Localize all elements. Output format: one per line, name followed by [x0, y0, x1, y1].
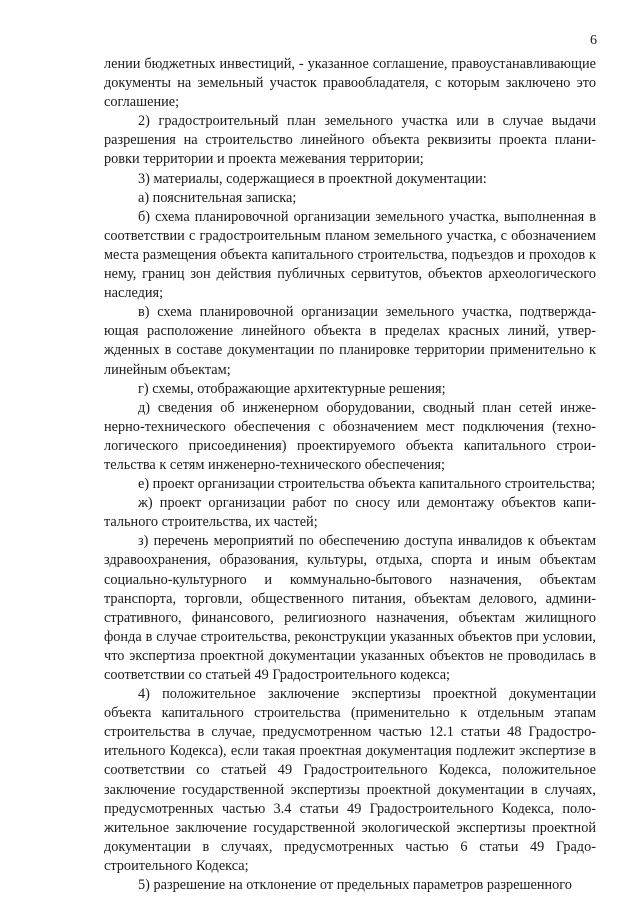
paragraph-subitem-e: е) проект организации строительства объекта капитального строительства; — [138, 476, 596, 493]
paragraph-item-5: 5) разрешение на отклонение от предельных параметров разрешенного — [138, 877, 572, 894]
paragraph-subitem-z: з) перечень мероприятий по обеспечению доступа инвалидов к объектам здравоохранения, образования, культуры, отдыха, спорта и иным объектам социально-культурного и коммунально-бытового назначения, объектам транспорта, торговли, общественного питания, объектам делового, административного, финансового, религиозного назначения, объектам жилищного фонда в случае строительства, реконструкции указанных объектов при условии, что экспертиза проектной документации указанных объектов не проводилась в соответствии со статьей 49 Градостроительного кодекса; — [104, 533, 596, 683]
paragraph-subitem-d: д) сведения об инженерном оборудовании, сводный план сетей инженерно-технического обеспечения с обозначением мест подключения (технологического присоединения) проектируемого объекта капитального строительства к сетям инженерно-технического обеспечения; — [104, 399, 596, 473]
paragraph-subitem-g: г) схемы, отображающие архитектурные решения; — [138, 380, 446, 397]
paragraph-subitem-v: в) схема планировочной организации земельного участка, подтверждающая расположение линейного объекта в пределах красных линий, утвержденных в составе документации по планировке территории применительно к линейным объектам; — [104, 304, 596, 378]
paragraph-continuation: лении бюджетных инвестиций, - указанное соглашение, правоустанавливающие документы на земельный участок правообладателя, с которым заключено это соглашение; — [104, 56, 596, 111]
paragraph-item-2: 2) градостроительный план земельного участка или в случае выдачи разрешения на строительство линейного объекта реквизиты проекта планировки территории и проекта межевания территории; — [104, 113, 596, 168]
paragraph-subitem-zh: ж) проект организации работ по сносу или демонтажу объектов капитального строительства, их частей; — [104, 495, 596, 531]
document-body — [104, 55, 596, 895]
paragraph-subitem-a: а) пояснительная записка; — [138, 189, 297, 206]
page-number: 6 — [590, 33, 597, 48]
paragraph-item-4: 4) положительное заключение экспертизы проектной документации объекта капитального строительства (применительно к отдельным этапам строительства в случае, предусмотренном частью 12.1 статьи 48 Градостроительного Кодекса), если такая проектная документация подлежит экспертизе в соответствии со статьей 49 Градостроительного Кодекса, положительное заключение государственной экспертизы проектной документации в случаях, предусмотренных частью 3.4 статьи 49 Градостроительного Кодекса, положительное заключение государственной экологической экспертизы проектной документации в случаях, предусмотренных частью 6 статьи 49 Градостроительного Кодекса; — [104, 686, 596, 874]
paragraph-item-3: 3) материалы, содержащиеся в проектной документации: — [138, 170, 487, 187]
paragraph-subitem-b: б) схема планировочной организации земельного участка, выполненная в соответствии с градостроительным планом земельного участка, с обозначением места размещения объекта капитального строительства, подъездов и проходов к нему, границ зон действия публичных сервитутов, объектов археологического наследия; — [104, 208, 596, 302]
